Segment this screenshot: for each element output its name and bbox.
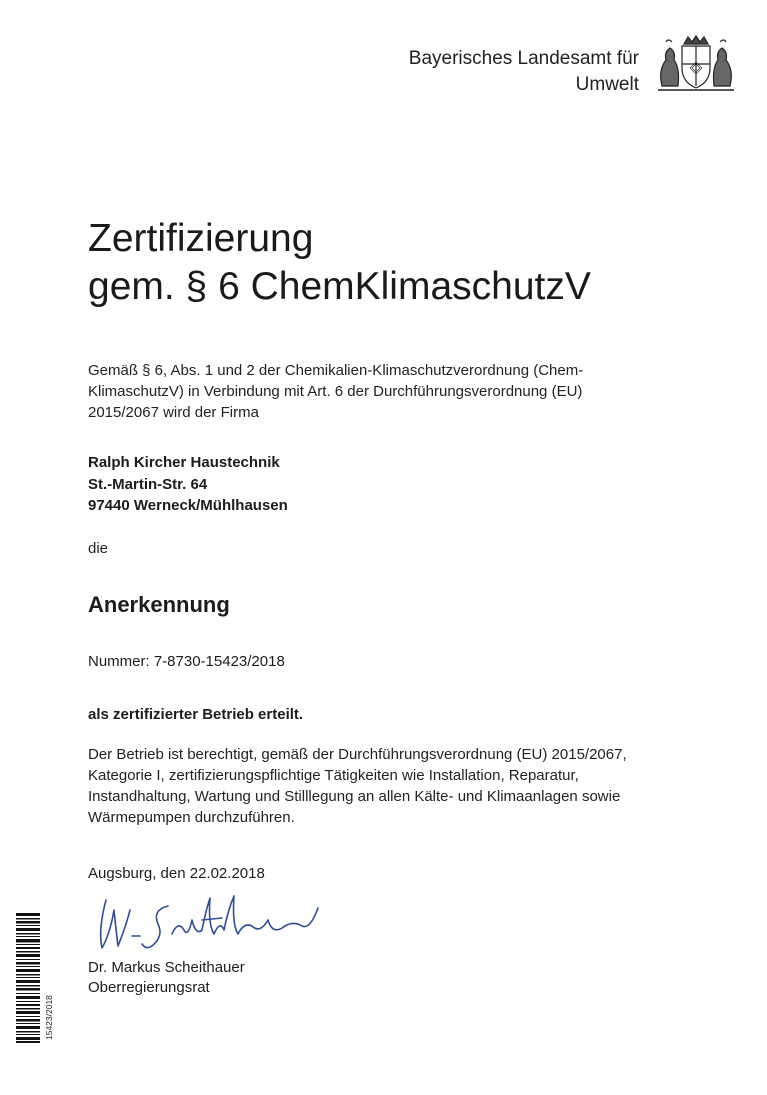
- authority-line-1: Bayerisches Landesamt für: [408, 48, 639, 69]
- entitlement-paragraph: Der Betrieb ist berechtigt, gemäß der Durchführungsverordnung (EU) 2015/2067, Kategorie I, zertifizierungspflichtige Tätigkeiten wie Installation, Reparatur, Instandhaltung, Wartung und Stilllegung an allen Kälte- und Klimaanlagen sowie Wärmepumpen durchzuführen.: [88, 746, 627, 826]
- authority-line-2: Umwelt: [575, 74, 639, 95]
- certified-statement: als zertifizierter Betrieb erteilt.: [88, 706, 304, 723]
- connector-text: die: [88, 540, 109, 557]
- intro-paragraph: Gemäß § 6, Abs. 1 und 2 der Chemikalien-Klimaschutzverordnung (Chem-KlimaschutzV) in Verbindung mit Art. 6 der Durchführungsverordnung (EU) 2015/2067 wird der Firma: [88, 362, 584, 421]
- signer-name: Dr. Markus Scheithauer: [88, 959, 245, 976]
- company-city: 97440 Werneck/Mühlhausen: [88, 497, 288, 514]
- title-line-2: gem. § 6 ChemKlimaschutzV: [88, 265, 591, 308]
- barcode-number: 15423/2018: [44, 995, 54, 1040]
- recognition-heading: Anerkennung: [88, 592, 230, 617]
- title-line-1: Zertifizierung: [88, 217, 314, 260]
- company-name: Ralph Kircher Haustechnik: [88, 454, 280, 471]
- signature: [92, 890, 332, 960]
- place-and-date: Augsburg, den 22.02.2018: [88, 865, 265, 882]
- barcode-icon: [16, 913, 40, 1043]
- authority-name: [409, 46, 639, 98]
- signer-title: Oberregierungsrat: [88, 979, 210, 996]
- company-street: St.-Martin-Str. 64: [88, 475, 208, 493]
- coat-of-arms-icon: [654, 34, 738, 94]
- certificate-number: Nummer: 7-8730-15423/2018: [88, 653, 285, 670]
- document-title: [88, 215, 591, 311]
- signer-block: [88, 958, 245, 998]
- company-address: [88, 452, 288, 517]
